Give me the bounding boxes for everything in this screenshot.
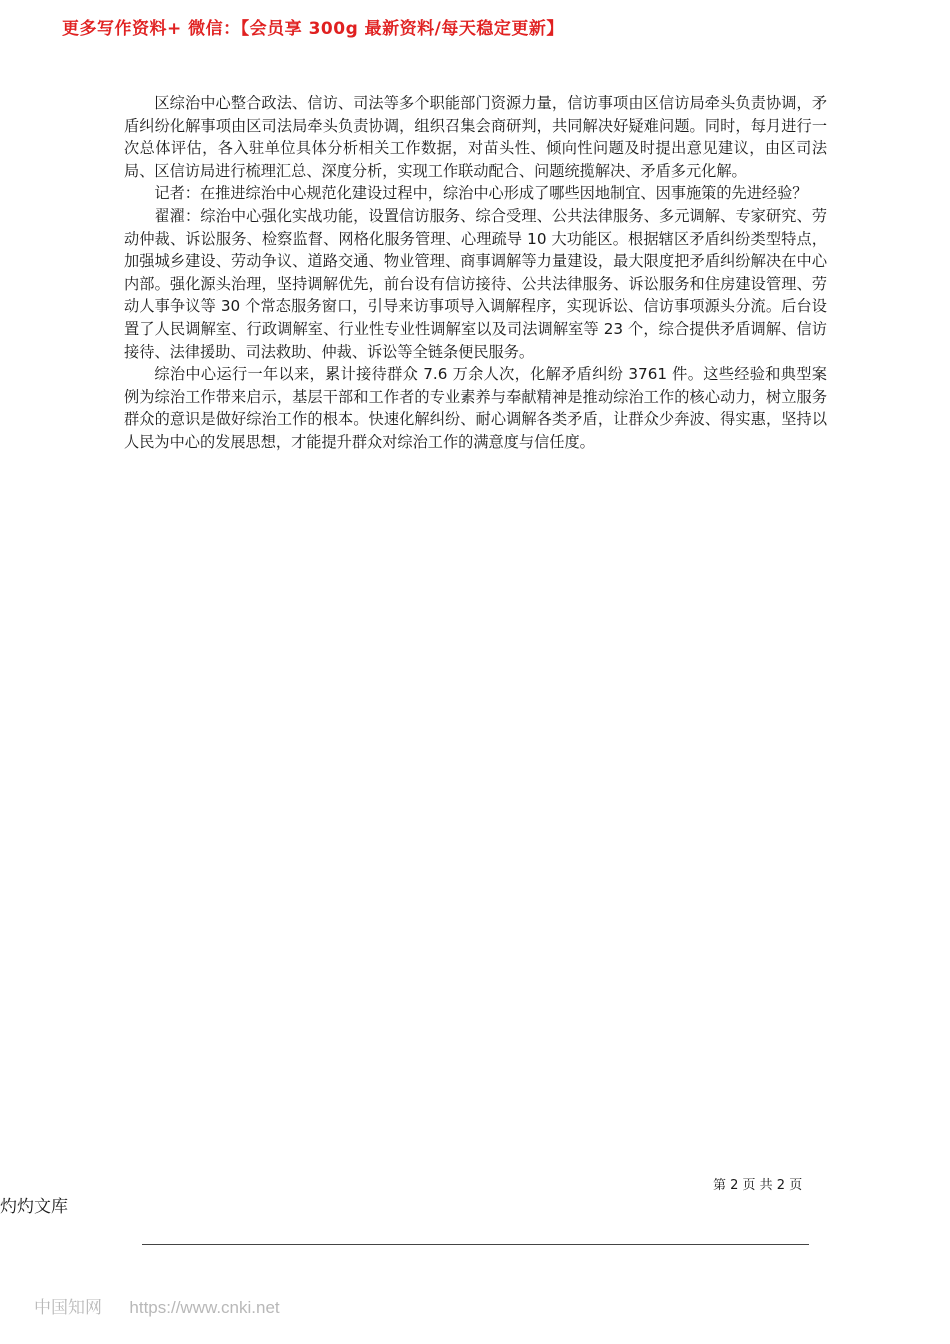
library-name: 灼灼文库 [0,1197,68,1217]
footer-divider [142,1244,809,1245]
article-paragraph: 翟濯：综治中心强化实战功能，设置信访服务、综合受理、公共法律服务、多元调解、专家研究、劳动仲裁、诉讼服务、检察监督、网格化服务管理、心理疏导 10 大功能区。根据辖区矛盾纠纷类型特点，加强城乡建设、劳动争议、道路交通、物业管理、商事调解等力量建设，最大限度把矛盾纠纷解决在中心内部。强化源头治理，坚持调解优先，前台设有信访接待、公共法律服务、诉讼服务和住房建设管理、劳动人事争议等 30 个常态服务窗口，引导来访事项导入调解程序，实现诉讼、信访事项源头分流。后台设置了人民调解室、行政调解室、行业性专业性调解室以及司法调解室等 23 个，综合提供矛盾调解、信访接待、法律援助、司法救助、仲裁、诉讼等全链条便民服务。 [124,206,827,361]
page-number: 第 2 页 共 2 页 [713,1178,803,1193]
promo-banner: 更多写作资料+ 微信：【会员享 300g 最新资料/每天稳定更新】 [62,19,564,39]
article-paragraph: 综治中心运行一年以来，累计接待群众 7.6 万余人次，化解矛盾纠纷 3761 件。这些经验和典型案例为综治工作带来启示，基层干部和工作者的专业素养与奉献精神是推动综治工作的核心动力，树立服务群众的意识是做好综治工作的根本。快速化解纠纷、耐心调解各类矛盾，让群众少奔波、得实惠，坚持以人民为中心的发展思想，才能提升群众对综治工作的满意度与信任度。 [124,365,827,451]
watermark-url: https://www.cnki.net [129,1298,280,1317]
article-paragraph: 记者：在推进综治中心规范化建设过程中，综治中心形成了哪些因地制宜、因事施策的先进经验？ [154,184,808,203]
article-paragraph: 区综治中心整合政法、信访、司法等多个职能部门资源力量，信访事项由区信访局牵头负责协调，矛盾纠纷化解事项由区司法局牵头负责协调，组织召集会商研判，共同解决好疑难问题。同时，每月进行一次总体评估，各入驻单位具体分析相关工作数据，对苗头性、倾向性问题及时提出意见建议，由区司法局、区信访局进行梳理汇总、深度分析，实现工作联动配合、问题统揽解决、矛盾多元化解。 [124,94,827,180]
watermark-brand: 中国知网 [34,1298,102,1318]
cnki-watermark [34,1293,280,1318]
article-body [124,92,827,454]
